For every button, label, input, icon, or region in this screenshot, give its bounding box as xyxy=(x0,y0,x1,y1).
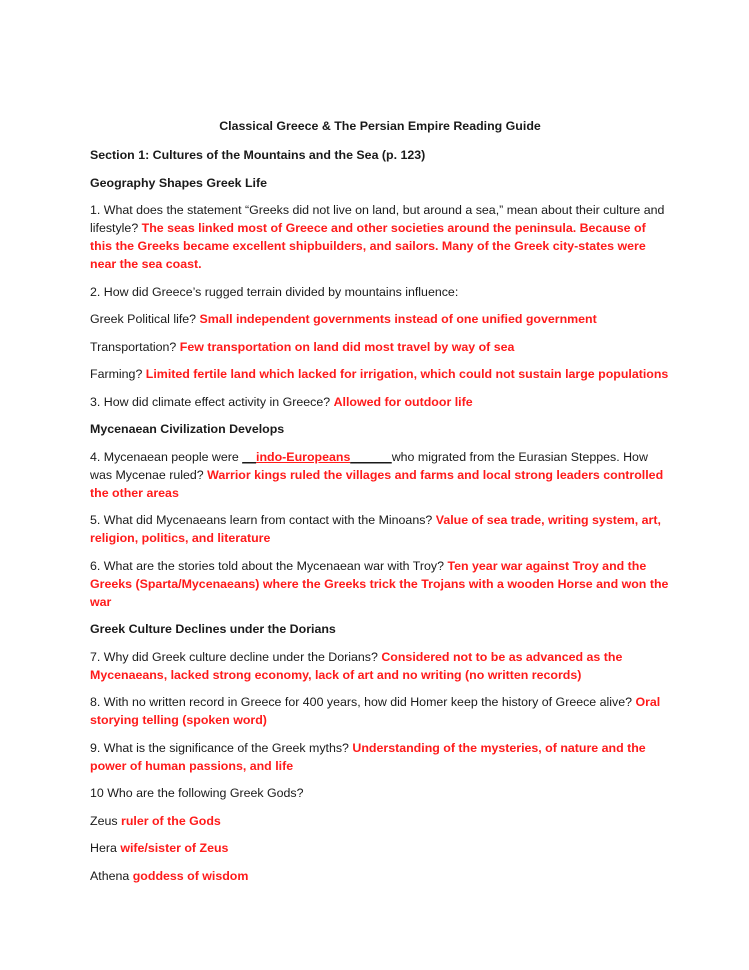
question-8-prompt: 8. With no written record in Greece for 400 years, how did Homer keep the history of Greece alive? xyxy=(90,695,632,709)
god-name: Zeus xyxy=(90,813,118,828)
farming-answer: Limited fertile land which lacked for irrigation, which could not sustain large populations xyxy=(145,367,669,381)
question-4-blank-answer: indo-Europeans xyxy=(256,449,351,464)
question-7 xyxy=(90,648,670,684)
section-heading: Section 1: Cultures of the Mountains and the Sea (p. 123) xyxy=(90,148,426,162)
question-9 xyxy=(90,739,670,775)
question-7-answer: Considered not to be as advanced as the Mycenaeans, lacked strong economy, lack of art and no writing (no written records) xyxy=(90,649,623,682)
question-2-prompt: 2. How did Greece’s rugged terrain divided by mountains influence: xyxy=(90,284,459,299)
god-answer: wife/sister of Zeus xyxy=(120,841,229,855)
question-5 xyxy=(90,511,670,547)
question-2-transport xyxy=(90,338,670,356)
subsection-mycenaean: Mycenaean Civilization Develops xyxy=(90,422,285,436)
question-2-farming xyxy=(90,365,670,383)
question-6 xyxy=(90,557,670,611)
question-6-answer: Ten year war against Troy and the Greeks (Sparta/Mycenaeans) where the Greeks trick the Trojans with a wooden Horse and won the war xyxy=(90,558,669,609)
question-1-answer: The seas linked most of Greece and other societies around the peninsula. Because of this the Greeks became excellent shipbuilders, and sailors. Many of the Greek city-states were near the sea coast. xyxy=(90,221,646,271)
political-label: Greek Political life? xyxy=(90,312,197,326)
question-6-prompt: 6. What are the stories told about the Mycenaean war with Troy? xyxy=(90,558,445,573)
question-4 xyxy=(90,448,670,502)
question-9-answer: Understanding of the mysteries, of nature and the power of human passions, and life xyxy=(90,740,646,773)
question-3 xyxy=(90,393,670,411)
blank-lead: __ xyxy=(242,449,257,464)
farming-label: Farming? xyxy=(90,367,143,381)
question-8-answer: Oral storying telling (spoken word) xyxy=(90,695,661,727)
god-name: Athena xyxy=(90,868,130,883)
god-name: Hera xyxy=(90,841,117,855)
question-3-answer: Allowed for outdoor life xyxy=(333,394,473,409)
question-9-prompt: 9. What is the significance of the Greek myths? xyxy=(90,740,349,755)
question-2-political xyxy=(90,310,670,328)
transport-answer: Few transportation on land did most travel by way of sea xyxy=(179,339,515,354)
document-title: Classical Greece & The Persian Empire Reading Guide xyxy=(219,119,541,133)
god-answer: goddess of wisdom xyxy=(132,868,249,883)
subsection-dorians: Greek Culture Declines under the Dorians xyxy=(90,622,336,636)
transport-label: Transportation? xyxy=(90,339,177,354)
political-answer: Small independent governments instead of one unified government xyxy=(199,312,597,326)
question-1 xyxy=(90,201,670,273)
god-athena xyxy=(90,867,670,885)
question-5-answer: Value of sea trade, writing system, art, religion, politics, and literature xyxy=(90,513,661,545)
god-answer: ruler of the Gods xyxy=(121,813,221,828)
question-4-answer: Warrior kings ruled the villages and farms and local strong leaders controlled the other areas xyxy=(90,467,664,500)
question-8 xyxy=(90,693,670,729)
subsection-geography: Geography Shapes Greek Life xyxy=(90,175,267,190)
question-1-prompt: 1. What does the statement “Greeks did not live on land, but around a sea,” mean about their culture and lifestyle? xyxy=(90,203,665,235)
question-4-prompt-end: who migrated from the Eurasian Steppes. How was Mycenae ruled? xyxy=(90,449,648,482)
blank-tail: ______ xyxy=(350,449,392,464)
question-7-prompt: 7. Why did Greek culture decline under the Dorians? xyxy=(90,649,378,664)
question-10-prompt: 10 Who are the following Greek Gods? xyxy=(90,786,304,800)
god-zeus xyxy=(90,812,670,830)
question-4-prompt-start: 4. Mycenaean people were xyxy=(90,449,243,464)
question-3-prompt: 3. How did climate effect activity in Greece? xyxy=(90,394,331,409)
question-5-prompt: 5. What did Mycenaeans learn from contact with the Minoans? xyxy=(90,513,436,527)
god-hera xyxy=(90,839,670,857)
document-page xyxy=(90,117,670,894)
